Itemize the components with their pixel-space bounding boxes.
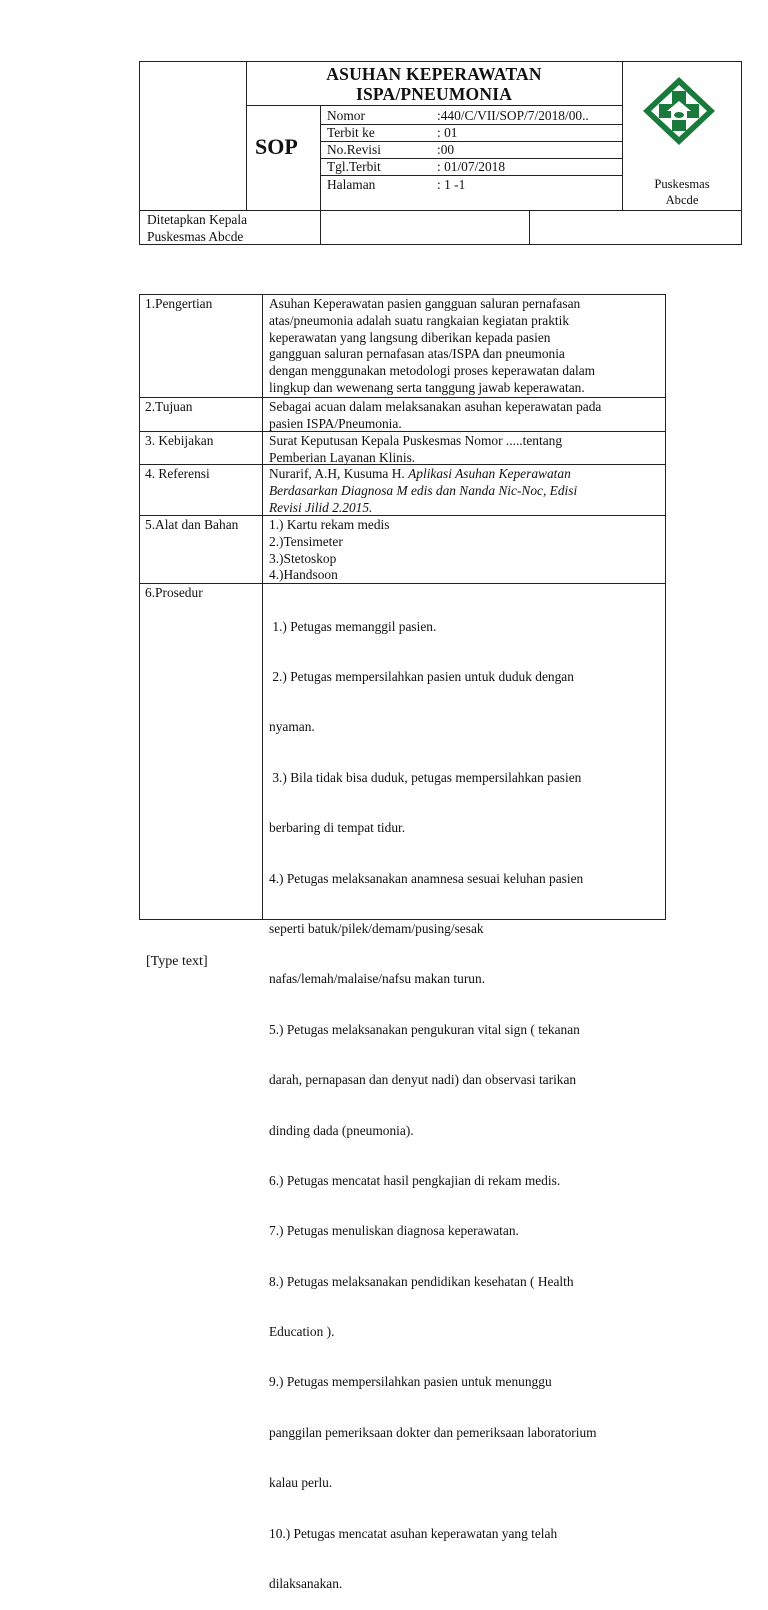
text-line: Surat Keputusan Kepala Puskesmas Nomor .....tentang: [269, 433, 563, 448]
section-label-alat: 5.Alat dan Bahan: [145, 517, 239, 532]
text-line: Sebagai acuan dalam melaksanakan asuhan keperawatan pada: [269, 399, 602, 414]
header-divider: [529, 210, 530, 245]
list-item: dinding dada (pneumonia).: [269, 1122, 414, 1138]
list-item: 2.)Tensimeter: [269, 533, 343, 549]
text-line: dengan menggunakan metodologi proses keperawatan dalam: [269, 363, 596, 379]
reference-authors: Nurarif, A.H, Kusuma H.: [269, 466, 409, 481]
text-line: Pemberian Layanan Klinis.: [269, 449, 416, 465]
field-halaman-label: Halaman: [327, 177, 376, 192]
text-line: atas/pneumonia adalah suatu rangkaian kegiatan praktik: [269, 312, 570, 328]
text-line: [269, 483, 577, 500]
list-item: 4.) Petugas melaksanakan anamnesa sesuai keluhan pasien: [269, 870, 584, 886]
list-item: 6.) Petugas mencatat hasil pengkajian di rekam medis.: [269, 1172, 561, 1188]
section-label-prosedur: 6.Prosedur: [145, 585, 203, 600]
title-line-1: ASUHAN KEPERAWATAN: [326, 64, 542, 84]
footer-placeholder-text: [Type text]: [146, 954, 208, 969]
section-body-alat: [269, 517, 389, 584]
section-body-kebijakan: [269, 433, 562, 467]
list-item: 3.)Stetoskop: [269, 550, 337, 566]
list-item: berbaring di tempat tidur.: [269, 820, 406, 836]
list-item: 7.) Petugas menuliskan diagnosa keperawatan.: [269, 1223, 519, 1239]
text-line: [269, 500, 577, 517]
section-body-pengertian: [269, 296, 595, 397]
sop-label: SOP: [255, 134, 298, 159]
list-item: panggilan pemeriksaan dokter dan pemeriksaan laboratorium: [269, 1424, 597, 1440]
section-label-tujuan: 2.Tujuan: [145, 399, 193, 414]
section-label-kebijakan: 3. Kebijakan: [145, 433, 214, 448]
list-item: 9.) Petugas mempersilahkan pasien untuk menunggu: [269, 1374, 552, 1390]
list-item: 2.) Petugas mempersilahkan pasien untuk duduk dengan: [269, 668, 574, 684]
content-divider: [139, 583, 666, 584]
section-body-referensi: [269, 466, 577, 516]
list-item: 3.) Bila tidak bisa duduk, petugas mempersilahkan pasien: [269, 769, 582, 785]
list-item: 8.) Petugas melaksanakan pendidikan kesehatan ( Health: [269, 1273, 574, 1289]
field-revisi-label: No.Revisi: [327, 142, 381, 157]
content-divider: [262, 294, 263, 920]
org-line-2: Abcde: [665, 193, 699, 207]
established-line-2: Puskesmas Abcde: [147, 228, 244, 244]
org-line-1: Puskesmas: [654, 177, 710, 191]
document-title: [246, 64, 622, 104]
section-label-referensi: 4. Referensi: [145, 466, 210, 481]
list-item: nafas/lemah/malaise/nafsu makan turun.: [269, 971, 486, 987]
list-item: darah, pernapasan dan denyut nadi) dan observasi tarikan: [269, 1072, 577, 1088]
reference-title: Revisi Jilid 2.2015.: [269, 499, 373, 515]
reference-title: Berdasarkan Diagnosa M edis dan Nanda Nic-Noc, Edisi: [269, 482, 578, 498]
established-by: [147, 212, 247, 245]
field-tgl-value: : 01/07/2018: [437, 159, 506, 174]
list-item: 10.) Petugas mencatat asuhan keperawatan yang telah: [269, 1525, 558, 1541]
text-line: lingkup dan wewenang serta tanggung jawab keperawatan.: [269, 379, 585, 395]
list-item: nyaman.: [269, 719, 315, 735]
list-item: dilaksanakan.: [269, 1576, 343, 1592]
text-line: Asuhan Keperawatan pasien gangguan saluran pernafasan: [269, 296, 581, 311]
field-tgl-label: Tgl.Terbit: [327, 159, 381, 174]
list-item: 1.) Petugas memanggil pasien.: [269, 618, 437, 634]
section-body-tujuan: [269, 399, 601, 433]
list-item: Education ).: [269, 1324, 335, 1340]
text-line: gangguan saluran pernafasan atas/ISPA dan pneumonia: [269, 346, 565, 362]
text-line: pasien ISPA/Pneumonia.: [269, 415, 402, 431]
section-body-prosedur: [269, 585, 597, 1610]
list-item: kalau perlu.: [269, 1475, 333, 1491]
field-nomor-label: Nomor: [327, 108, 365, 123]
established-line-1: Ditetapkan Kepala: [147, 212, 248, 227]
text-line: [269, 466, 577, 483]
header-divider: [246, 105, 622, 106]
list-item: seperti batuk/pilek/demam/pusing/sesak: [269, 920, 484, 936]
content-divider: [139, 397, 666, 398]
text-line: keperawatan yang langsung diberikan kepada pasien: [269, 329, 551, 345]
header-divider: [139, 210, 742, 211]
list-item: 1.) Kartu rekam medis: [269, 517, 390, 532]
field-terbit-label: Terbit ke: [327, 125, 375, 140]
list-item: 4.)Handsoon: [269, 567, 338, 583]
org-name: [622, 176, 742, 208]
section-label-pengertian: 1.Pengertian: [145, 296, 213, 311]
title-line-2: ISPA/PNEUMONIA: [355, 84, 513, 104]
field-nomor-value: :440/C/VII/SOP/7/2018/00..: [437, 108, 589, 123]
field-revisi-value: :00: [437, 142, 455, 157]
list-item: 5.) Petugas melaksanakan pengukuran vital sign ( tekanan: [269, 1021, 580, 1037]
reference-title: Aplikasi Asuhan Keperawatan: [408, 466, 571, 481]
field-halaman-value: : 1 -1: [437, 177, 466, 192]
puskesmas-logo-icon: [641, 75, 717, 147]
field-terbit-value: : 01: [437, 125, 458, 140]
